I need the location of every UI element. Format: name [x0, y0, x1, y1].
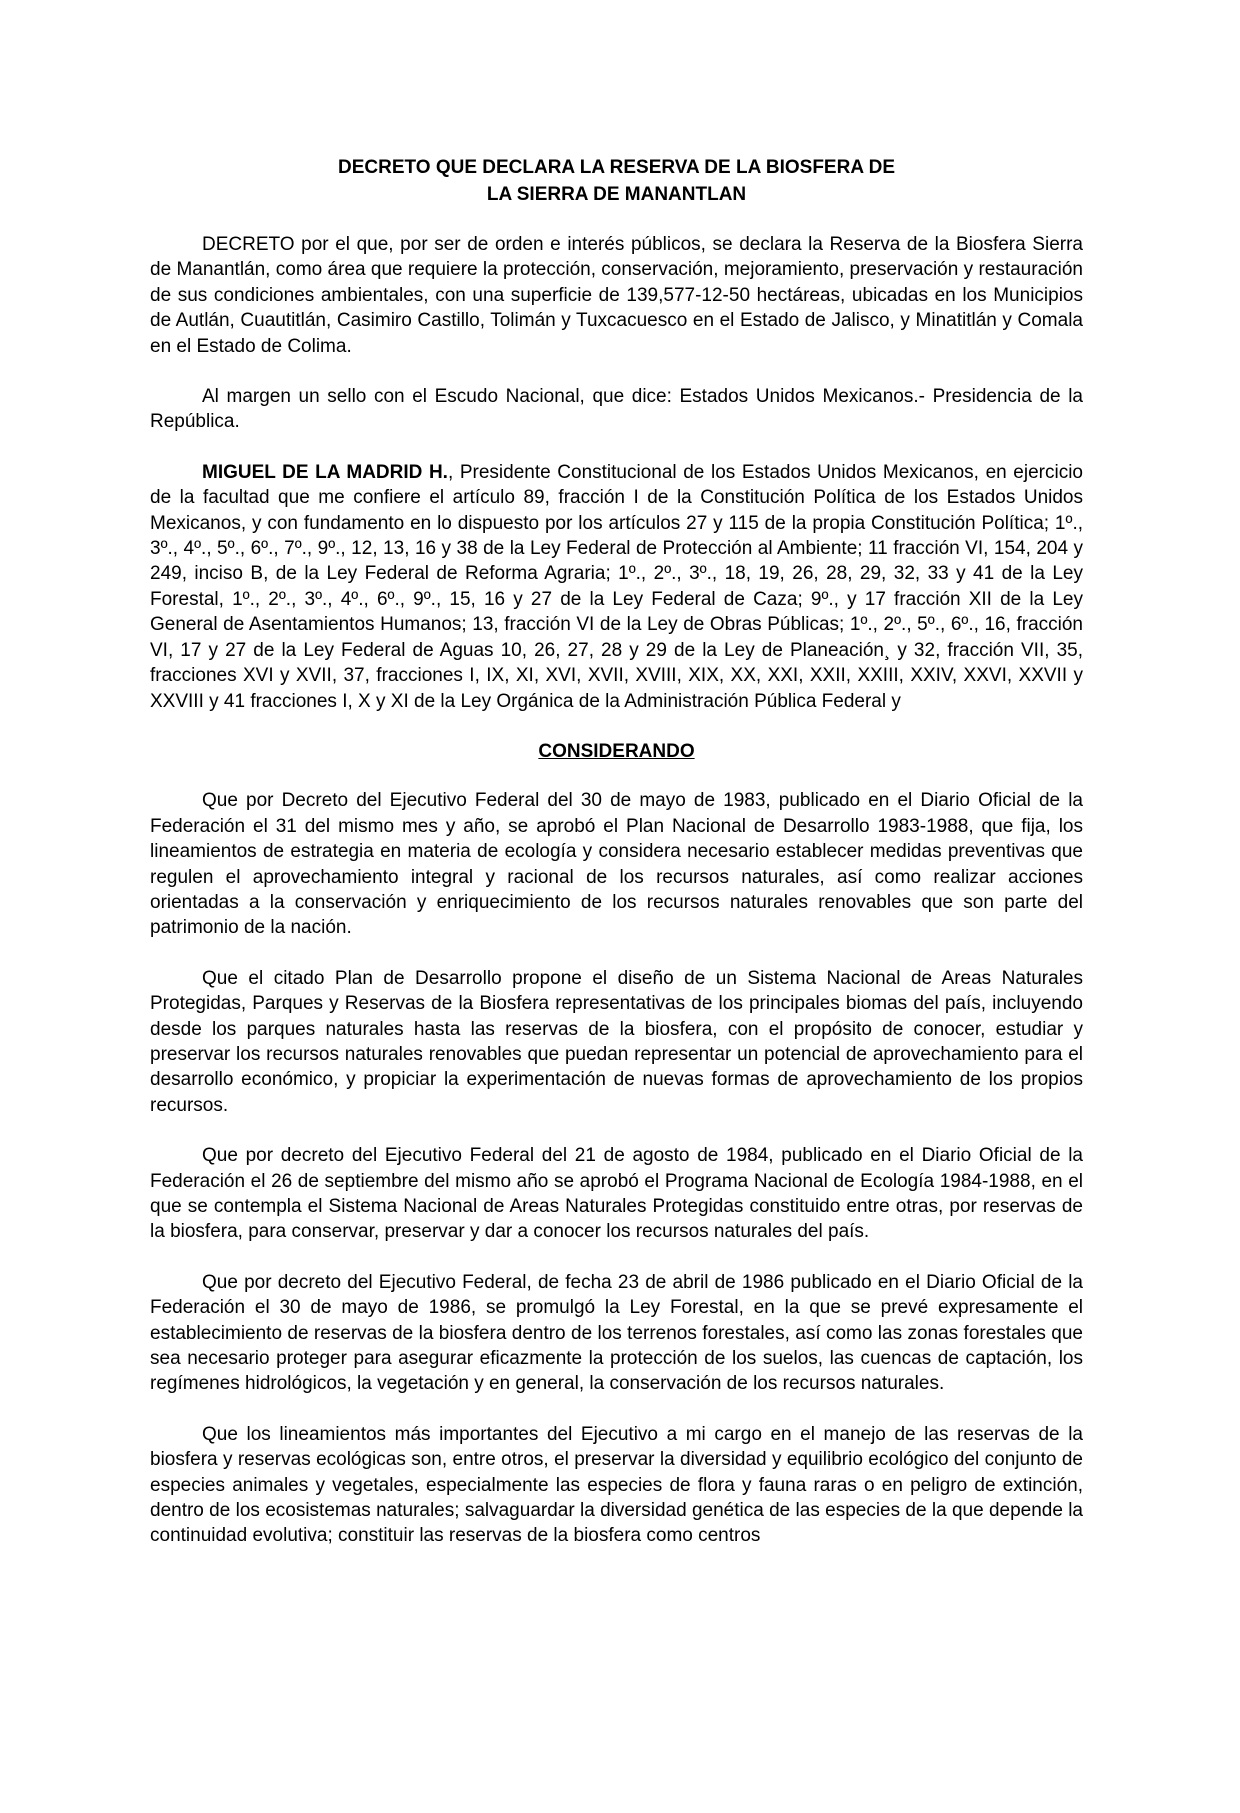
title-line-2: LA SIERRA DE MANANTLAN — [486, 184, 747, 205]
document-title — [150, 154, 1083, 208]
title-line-1: DECRETO QUE DECLARA LA RESERVA DE LA BIOSFERA DE — [337, 157, 896, 178]
considerando-heading: CONSIDERANDO — [538, 740, 695, 762]
considerando-paragraph-4: Que por decreto del Ejecutivo Federal, de fecha 23 de abril de 1986 publicado en el Diario Oficial de la Federación el 30 de mayo de 1986, se promulgó la Ley Forestal, en la que se prevé expresamente el establecimiento de reservas de la biosfera dentro de los terrenos forestales, así como las zonas forestales que sea necesario proteger para asegurar eficazmente la protección de los suelos, las cuencas de captación, los regímenes hidrológicos, la vegetación y en general, la conservación de los recursos naturales. — [150, 1271, 1083, 1395]
preamble-text: , Presidente Constitucional de los Estados Unidos Mexicanos, en ejercicio de la facultad que me confiere el artículo 89, fracción I de la Constitución Política de los Estados Unidos Mexicanos, y con fundamento en lo dispuesto por los artículos 27 y 115 de la propia Constitución Política; 1º., 3º., 4º., 5º., 6º., 7º., 9º., 12, 13, 16 y 38 de la Ley Federal de Protección al Ambiente; 11 fracción VI, 154, 204 y 249, inciso B, de la Ley Federal de Reforma Agraria; 1º., 2º., 3º., 18, 19, 26, 28, 29, 32, 33 y 41 de la Ley Forestal, 1º., 2º., 3º., 4º., 6º., 9º., 15, 16 y 27 de la Ley Federal de Caza; 9º., y 17 fracción XII de la Ley General de Asentamientos Humanos; 13, fracción VI de la Ley de Obras Públicas; 1º., 2º., 5º., 6º., 16, fracción VI, 17 y 27 de la Ley Federal de Aguas 10, 26, 27, 28 y 29 de la Ley de Planeación¸ y 32, fracción VII, 35, fracciones XVI y XVII, 37, fracciones I, IX, XI, XVI, XVII, XVIII, XIX, XX, XXI, XXII, XXIII, XXIV, XXVI, XXVII y XXVIII y 41 fracciones I, X y XI de la Ley Orgánica de la Administración Pública Federal y — [150, 461, 1083, 712]
president-preamble-paragraph — [150, 460, 1083, 714]
president-name: MIGUEL DE LA MADRID H. — [202, 461, 448, 483]
considerando-paragraph-1: Que por Decreto del Ejecutivo Federal del 30 de mayo de 1983, publicado en el Diario Oficial de la Federación el 31 del mismo mes y año, se aprobó el Plan Nacional de Desarrollo 1983-1988, que fija, los lineamientos de estrategia en materia de ecología y considera necesario establecer medidas preventivas que regulen el aprovechamiento integral y racional de los recursos naturales, así como realizar acciones orientadas a la conservación y enriquecimiento de los recursos naturales renovables que son parte del patrimonio de la nación. — [150, 790, 1083, 939]
considerando-paragraph-3: Que por decreto del Ejecutivo Federal del 21 de agosto de 1984, publicado en el Diario Oficial de la Federación el 26 de septiembre del mismo año se aprobó el Programa Nacional de Ecología 1984-1988, en el que se contempla el Sistema Nacional de Areas Naturales Protegidas constituido entre otras, por reservas de la biosfera, para conservar, preservar y dar a conocer los recursos naturales del país. — [150, 1145, 1083, 1243]
considerando-paragraph-5: Que los lineamientos más importantes del Ejecutivo a mi cargo en el manejo de las reservas de la biosfera y reservas ecológicas son, entre otros, el preservar la diversidad y equilibrio ecológico del conjunto de especies animales y vegetales, especialmente las especies de flora y fauna raras o en peligro de extinción, dentro de los ecosistemas naturales; salvaguardar la diversidad genética de las especies de la que depende la continuidad evolutiva; constituir las reservas de la biosfera como centros — [150, 1423, 1083, 1547]
considerando-paragraph-2: Que el citado Plan de Desarrollo propone el diseño de un Sistema Nacional de Areas Naturales Protegidas, Parques y Reservas de la Biosfera representativas de los principales biomas del país, incluyendo desde los parques naturales hasta las reservas de la biosfera, con el propósito de conocer, estudiar y preservar los recursos naturales renovables que puedan representar un potencial de aprovechamiento para el desarrollo económico, y propiciar la experimentación de nuevas formas de aprovechamiento de los propios recursos. — [150, 967, 1083, 1116]
seal-paragraph: Al margen un sello con el Escudo Nacional, que dice: Estados Unidos Mexicanos.- Presidencia de la República. — [150, 386, 1083, 433]
decree-summary-paragraph: DECRETO por el que, por ser de orden e interés públicos, se declara la Reserva de la Biosfera Sierra de Manantlán, como área que requiere la protección, conservación, mejoramiento, preservación y restauración de sus condiciones ambientales, con una superficie de 139,577-12-50 hectáreas, ubicadas en los Municipios de Autlán, Cuautitlán, Casimiro Castillo, Tolimán y Tuxcacuesco en el Estado de Jalisco, y Minatitlán y Comala en el Estado de Colima. — [150, 234, 1083, 357]
document-body — [150, 154, 1083, 1574]
